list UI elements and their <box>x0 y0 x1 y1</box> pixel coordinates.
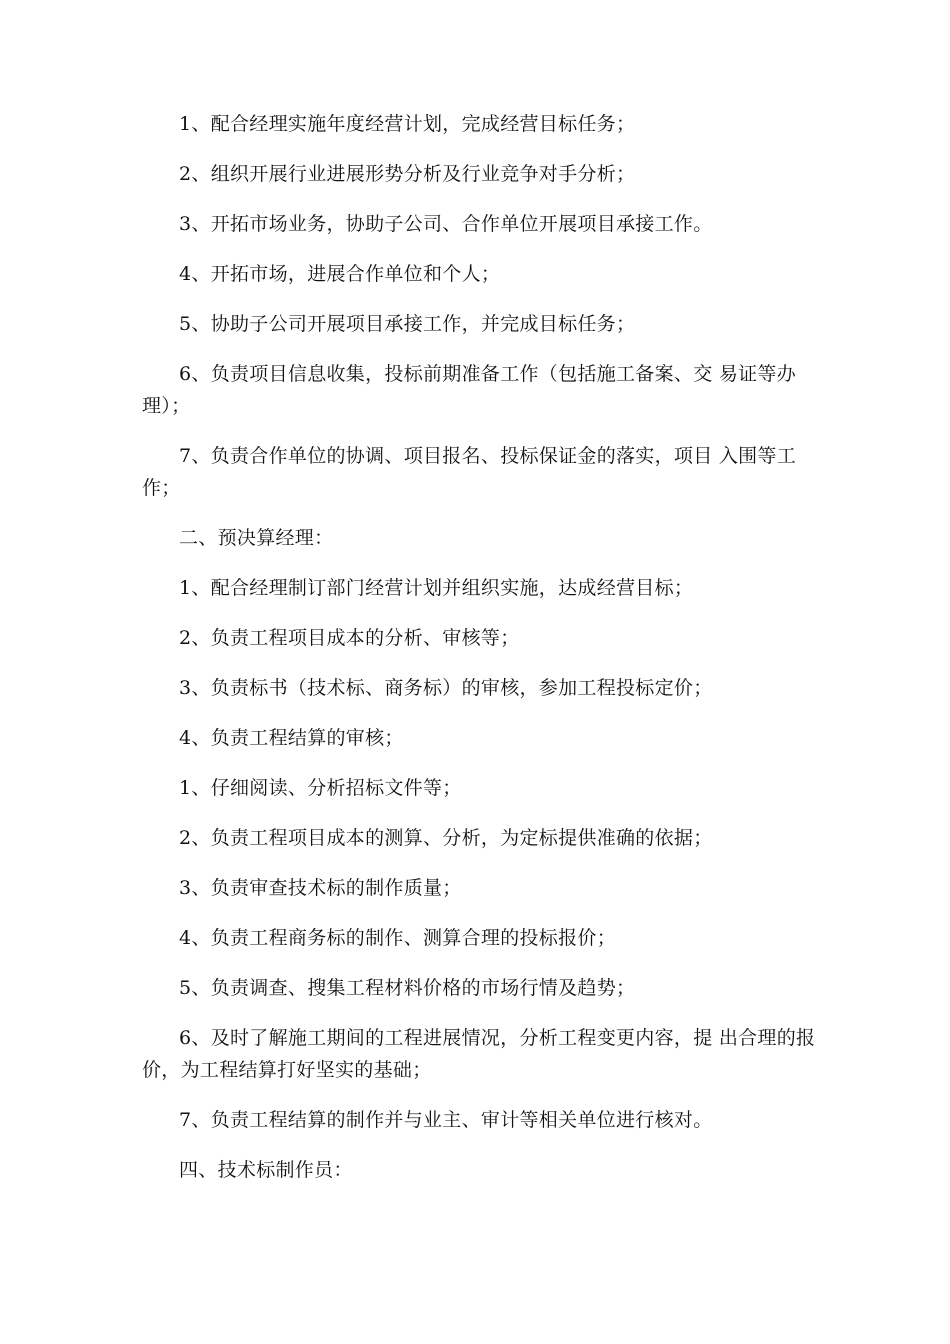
paragraph: 3、负责标书（技术标、商务标）的审核，参加工程投标定价； <box>179 677 713 699</box>
paragraph: 5、协助子公司开展项目承接工作，并完成目标任务； <box>179 313 636 335</box>
paragraph: 4、负责工程商务标的制作、测算合理的投标报价； <box>179 927 616 949</box>
paragraph: 6、及时了解施工期间的工程进展情况，分析工程变更内容，提 出合理的报价，为工程结算打好坚实的基础； <box>142 1027 816 1081</box>
section-heading: 二、预决算经理： <box>179 527 334 549</box>
paragraph: 2、负责工程项目成本的测算、分析，为定标提供准确的依据； <box>179 827 713 849</box>
paragraph: 3、负责审查技术标的制作质量； <box>179 877 462 899</box>
section-heading: 四、技术标制作员： <box>179 1159 353 1181</box>
paragraph: 3、开拓市场业务，协助子公司、合作单位开展项目承接工作。 <box>179 213 713 235</box>
document-body <box>142 108 832 1204</box>
paragraph: 2、组织开展行业进展形势分析及行业竞争对手分析； <box>179 163 636 185</box>
paragraph: 6、负责项目信息收集，投标前期准备工作（包括施工备案、交 易证等办理）； <box>142 363 797 417</box>
paragraph: 4、负责工程结算的审核； <box>179 727 404 749</box>
paragraph: 1、配合经理实施年度经营计划，完成经营目标任务； <box>179 113 636 135</box>
paragraph: 4、开拓市场，进展合作单位和个人； <box>179 263 501 285</box>
paragraph: 7、负责合作单位的协调、项目报名、投标保证金的落实，项目 入围等工作； <box>142 445 797 499</box>
paragraph: 7、负责工程结算的制作并与业主、审计等相关单位进行核对。 <box>179 1109 713 1131</box>
paragraph: 1、配合经理制订部门经营计划并组织实施，达成经营目标； <box>179 577 694 599</box>
paragraph: 5、负责调查、搜集工程材料价格的市场行情及趋势； <box>179 977 636 999</box>
paragraph: 2、负责工程项目成本的分析、审核等； <box>179 627 520 649</box>
paragraph: 1、仔细阅读、分析招标文件等； <box>179 777 462 799</box>
